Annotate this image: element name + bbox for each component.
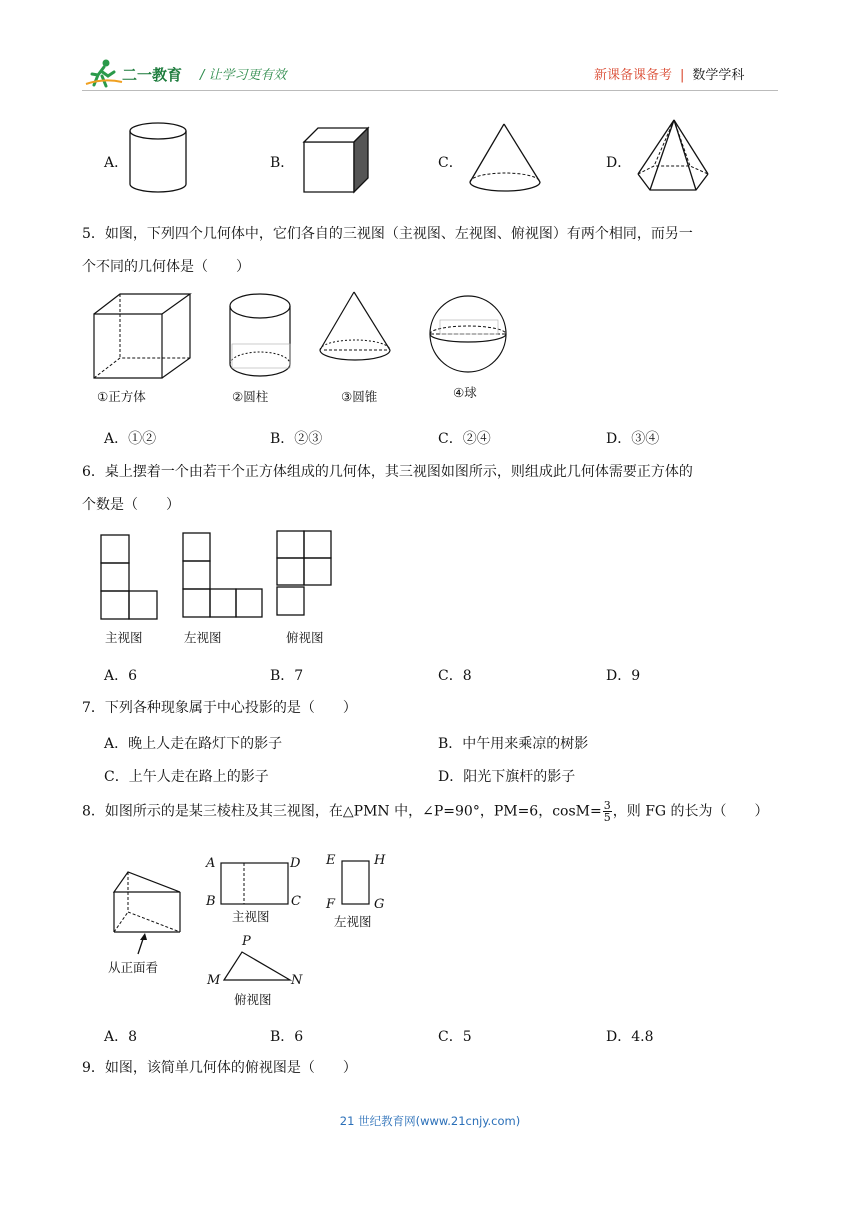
q5-sphere-figure: [426, 292, 516, 372]
q8-letter-n: N: [291, 973, 303, 988]
q8-letter-p: P: [242, 934, 251, 949]
q8-side-label: 左视图: [334, 914, 372, 929]
q6-option-a[interactable]: A．6: [104, 668, 138, 684]
q6-option-b[interactable]: B．7: [270, 668, 304, 684]
q7-option-c[interactable]: C．上午人走在路上的影子: [104, 769, 269, 785]
q8-letter-e: E: [326, 853, 336, 868]
header-course: 新课备课备考: [594, 68, 673, 83]
cylinder-figure: [128, 122, 198, 194]
header-separator: |: [680, 68, 685, 83]
q4-option-d[interactable]: D．: [606, 155, 632, 171]
q8-option-a[interactable]: A．8: [104, 1029, 138, 1045]
q5-option-a[interactable]: A．①②: [104, 431, 157, 447]
q8-option-d[interactable]: D．4.8: [606, 1029, 654, 1045]
q4-option-a[interactable]: A．: [104, 155, 129, 171]
q8-letter-a: A: [206, 856, 216, 871]
q8-front-view: [220, 862, 290, 906]
q8-prism-figure: [112, 868, 192, 948]
logo: [84, 58, 124, 92]
q5-label-cylinder: ②圆柱: [232, 389, 269, 404]
q5-label-cube: ①正方体: [97, 389, 146, 404]
cone-figure: [466, 122, 546, 194]
q5-line1: 5．如图，下列四个几何体中，它们各自的三视图（主视图、左视图、俯视图）有两个相同，而另一: [82, 226, 693, 242]
runner-logo-icon: [84, 58, 124, 88]
q6-option-d[interactable]: D．9: [606, 668, 641, 684]
q7-option-a[interactable]: A．晚上人走在路灯下的影子: [104, 736, 283, 752]
q6-label-front: 主视图: [105, 630, 143, 645]
q5-option-b[interactable]: B．②③: [270, 431, 323, 447]
q8-front-label: 主视图: [232, 909, 270, 924]
q8-letter-h: H: [374, 853, 386, 868]
q5-option-c[interactable]: C．②④: [438, 431, 491, 447]
q6-line2: 个数是（ ）: [82, 497, 180, 513]
q8-side-view: [341, 860, 371, 906]
q8-letter-c: C: [291, 894, 301, 909]
q5-option-d[interactable]: D．③④: [606, 431, 660, 447]
q7-option-d[interactable]: D．阳光下旗杆的影子: [438, 769, 576, 785]
logo-text: 二一教育: [122, 66, 183, 84]
q8-line1: 8．如图所示的是某三棱柱及其三视图，在△PMN 中，∠P=90°，PM=6，cosM= $\frac{3}{5}$ ，则 FG 的长为（ ）: [82, 799, 769, 824]
q4-option-b[interactable]: B．: [270, 155, 295, 171]
q5-line2: 个不同的几何体是（ ）: [82, 259, 250, 275]
header-subject: [594, 64, 744, 83]
header-divider: [82, 90, 778, 91]
q6-line1: 6．桌上摆着一个由若干个正方体组成的几何体，其三视图如图所示，则组成此几何体需要正方体的: [82, 464, 693, 480]
q5-cone-figure: [318, 290, 398, 370]
q5-cube-figure: [90, 292, 200, 382]
q8-letter-f: F: [326, 897, 336, 912]
q8-letter-d: D: [290, 856, 301, 871]
q6-front-view: [100, 534, 162, 620]
q8-letter-b: B: [206, 894, 216, 909]
arrow-up-icon: [130, 932, 150, 956]
q4-option-c[interactable]: C．: [438, 155, 463, 171]
q8-top-view: [222, 950, 294, 984]
cube-figure: [302, 126, 372, 194]
footer[interactable]: 21 世纪教育网(www.21cnjy.com): [339, 1114, 521, 1128]
slogan: / 让学习更有效: [200, 68, 287, 83]
q9-line1: 9．如图，该简单几何体的俯视图是（ ）: [82, 1060, 357, 1076]
q8-letter-g: G: [374, 897, 385, 912]
q6-top-view: [276, 530, 334, 618]
header-subject-name: 数学学科: [692, 68, 745, 83]
q6-option-c[interactable]: C．8: [438, 668, 472, 684]
q5-label-sphere: ④球: [453, 385, 477, 400]
q8-option-c[interactable]: C．5: [438, 1029, 472, 1045]
q8-view-direction-label: 从正面看: [108, 960, 159, 975]
q6-left-view: [182, 532, 264, 620]
q6-label-left: 左视图: [184, 630, 222, 645]
q8-fraction: $\frac{3}{5}$: [603, 799, 611, 824]
q7-option-b[interactable]: B．中午用来乘凉的树影: [438, 736, 589, 752]
pyramid-figure: [634, 118, 714, 198]
q5-cylinder-figure: [228, 292, 298, 384]
q5-label-cone: ③圆锥: [341, 389, 378, 404]
q8-option-b[interactable]: B．6: [270, 1029, 304, 1045]
q6-label-top: 俯视图: [286, 630, 324, 645]
q8-top-label: 俯视图: [234, 992, 272, 1007]
q7-line1: 7．下列各种现象属于中心投影的是（ ）: [82, 700, 357, 716]
q8-letter-m: M: [207, 973, 221, 988]
